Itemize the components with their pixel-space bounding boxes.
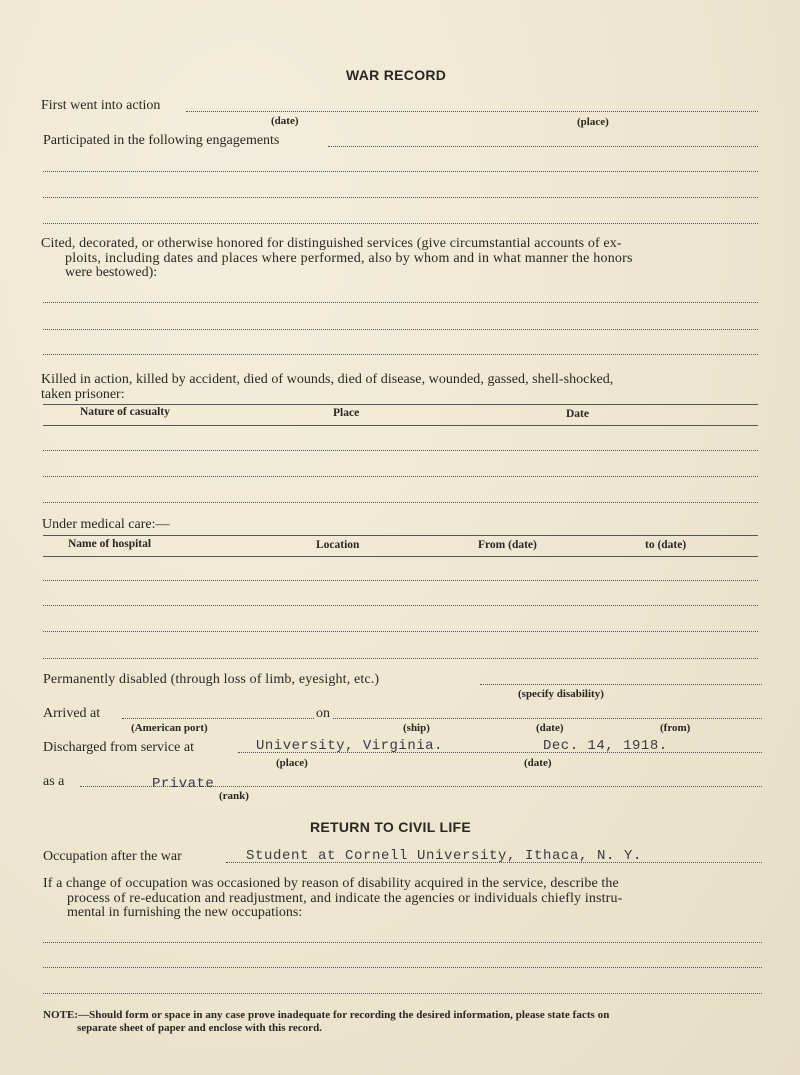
- discharged-place-value: University, Virginia.: [256, 738, 443, 754]
- note-line-1: NOTE:—Should form or space in any case prove inadequate for recording the desired information, please state facts on: [43, 1009, 610, 1021]
- cited-line-3: were bestowed):: [65, 265, 158, 280]
- cited-paragraph: [41, 237, 759, 281]
- arrived-ship-field[interactable]: [333, 718, 762, 719]
- disabled-label: Permanently disabled (through loss of limb, eyesight, etc.): [43, 672, 380, 687]
- rank-caption: (rank): [219, 790, 249, 802]
- discharged-date-value: Dec. 14, 1918.: [543, 738, 668, 754]
- civil-life-title: RETURN TO CIVIL LIFE: [310, 819, 472, 835]
- disabled-field[interactable]: [480, 684, 762, 685]
- medical-row-3[interactable]: [43, 631, 758, 632]
- arrived-ship-caption: (ship): [403, 722, 430, 734]
- arrived-from-caption: (from): [660, 722, 691, 734]
- casualty-header-bottom-rule: [43, 425, 758, 426]
- engagements-field-2[interactable]: [43, 171, 758, 172]
- discharged-label: Discharged from service at: [43, 740, 194, 755]
- cited-field-2[interactable]: [43, 329, 758, 330]
- first-action-field[interactable]: [186, 111, 758, 112]
- medical-col-hospital: Name of hospital: [68, 538, 152, 550]
- change-line-2: process of re-education and readjustment, and indicate the agencies or individuals chiefly instru-: [67, 890, 623, 906]
- rank-value: Private: [152, 776, 215, 792]
- change-line-3: mental in furnishing the new occupations:: [67, 905, 303, 920]
- first-action-date-caption: (date): [271, 115, 299, 127]
- casualty-row-2[interactable]: [43, 476, 758, 477]
- cited-line-1: Cited, decorated, or otherwise honored for distinguished services (give circumstantial accounts of ex-: [41, 236, 622, 251]
- casualty-row-3[interactable]: [43, 502, 758, 503]
- rank-label: as a: [43, 774, 65, 789]
- change-field-1[interactable]: [43, 942, 762, 943]
- occupation-value: Student at Cornell University, Ithaca, N. Y.: [246, 848, 643, 864]
- engagements-field-3[interactable]: [43, 197, 758, 198]
- note-paragraph: [43, 1009, 765, 1035]
- arrived-port-field[interactable]: [122, 718, 314, 719]
- disabled-caption: (specify disability): [518, 688, 604, 700]
- casualty-row-1[interactable]: [43, 450, 758, 451]
- discharged-date-caption: (date): [524, 757, 552, 769]
- change-field-2[interactable]: [43, 967, 762, 968]
- arrived-port-caption: (American port): [131, 722, 208, 734]
- medical-header-top-rule: [43, 535, 758, 536]
- casualty-col-place: Place: [333, 407, 360, 419]
- casualty-header-top-rule: [43, 404, 758, 405]
- casualty-col-nature: Nature of casualty: [80, 406, 170, 418]
- change-paragraph: [43, 877, 765, 921]
- cited-line-2: ploits, including dates and places where performed, also by whom and in what manner the honors: [65, 250, 633, 266]
- medical-row-2[interactable]: [43, 605, 758, 606]
- discharged-place-caption: (place): [276, 757, 308, 769]
- first-action-place-caption: (place): [577, 116, 609, 128]
- medical-col-to: to (date): [645, 539, 687, 551]
- casualty-line-2: taken prisoner:: [41, 386, 125, 402]
- medical-col-from: From (date): [478, 539, 537, 551]
- arrived-date-caption: (date): [536, 722, 564, 734]
- medical-row-4[interactable]: [43, 658, 758, 659]
- casualty-paragraph: [41, 373, 761, 402]
- change-field-3[interactable]: [43, 993, 762, 994]
- cited-field-3[interactable]: [43, 354, 758, 355]
- arrived-on-label: on: [316, 706, 330, 721]
- engagements-field-1[interactable]: [328, 146, 758, 147]
- note-line-2: separate sheet of paper and enclose with this record.: [77, 1022, 322, 1034]
- war-record-title: WAR RECORD: [346, 67, 447, 83]
- medical-header-bottom-rule: [43, 556, 758, 557]
- first-action-label: First went into action: [41, 98, 161, 113]
- medical-row-1[interactable]: [43, 580, 758, 581]
- medical-col-location: Location: [316, 539, 360, 551]
- engagements-label: Participated in the following engagements: [43, 133, 280, 148]
- cited-field-1[interactable]: [43, 302, 758, 303]
- occupation-label: Occupation after the war: [43, 849, 182, 864]
- change-line-1: If a change of occupation was occasioned by reason of disability acquired in the service, describe the: [43, 876, 619, 891]
- medical-care-label: Under medical care:—: [42, 517, 170, 532]
- casualty-col-date: Date: [566, 408, 589, 420]
- engagements-field-4[interactable]: [43, 223, 758, 224]
- arrived-label: Arrived at: [43, 706, 101, 721]
- casualty-line-1: Killed in action, killed by accident, died of wounds, died of disease, wounded, gassed, shell-shocked,: [41, 372, 614, 387]
